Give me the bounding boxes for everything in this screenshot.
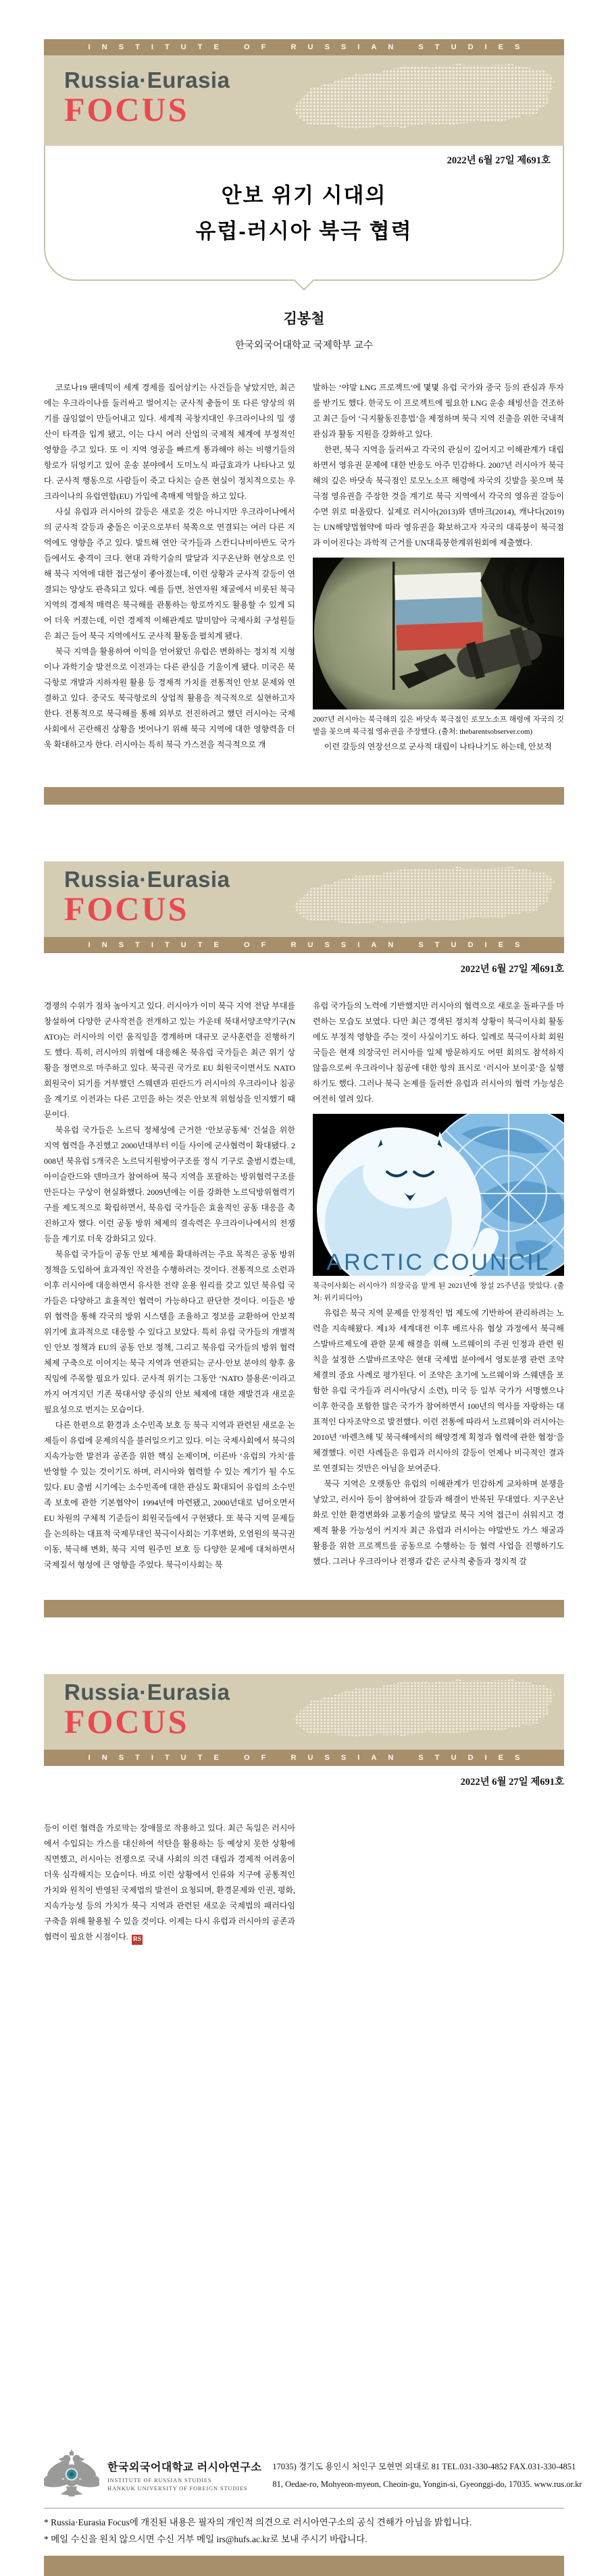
figure-caption: 2007년 러시아는 북극해의 깊은 바닷속 북극점인 로모노소프 해령에 자국의 깃발을 꽂으며 북극점 영유권을 주장했다. (출처: thebarentsobserver.com) [313,715,564,736]
masthead-band [44,861,564,937]
paragraph: 발하는 ‘야말 LNG 프로젝트’에 몇몇 유럽 국가와 중국 등의 관심과 투자를 받기도 했다. 한국도 이 프로젝트에 필요한 LNG 운송 쇄빙선을 건조하고 최근 들어 ‘극지활동진흥법’을 제정하며 북극 지역 진출을 위한 국내적 관심과 활동 지원을 강화하고 있다. [313,382,564,439]
organization-name-en [107,2476,261,2494]
page-footer-bar [44,1600,564,1617]
page2-column-right [313,998,564,1573]
page1-column-left [44,380,295,755]
address-kr: 17035) 경기도 용인시 처인구 모현면 외대로 81 TEL.031-330-4852 FAX.031-330-4851 [272,2462,576,2472]
title-line-1: 안보 위기 시대의 [221,184,387,207]
page-1 [0,0,608,805]
brand-russia-eurasia: Russia·Eurasia [64,866,230,892]
address-block [272,2458,582,2494]
organization-en-line2: HANKUK UNIVERSITY OF FOREIGN STUDIES [107,2485,248,2492]
issue-date: 2022년 6월 27일 제691호 [447,155,551,166]
paragraph: 한편, 북극 지역을 둘러싸고 각국의 관심이 깊어지고 이해관계가 대립하면서 영유권 문제에 대한 반응도 아주 민감하다. 2007년 러시아가 북극해의 깊은 바닷속 북극점인 로모노소프 해령에 자국의 깃발을 꽂으며 북극점 영유권을 주장한 것을 계기로 북극 지역에서 각국의 영유권 갈등이 수면 위로 떠올랐다. 실제로 러시아(2013)와 덴마크(2014), 캐나다(2019)는 UN해양법협약에 따라 영유권을 확보하고자 자국의 대륙붕이 북극점과 이어진다는 과학적 근거를 UN대륙붕한계위원회에 제출했다. [313,444,564,547]
institute-banner-text: INSTITUTE OF RUSSIAN STUDIES [88,1753,532,1762]
rs-end-mark-icon: RS [132,1935,143,1945]
brand-logo [64,1681,230,1738]
paragraph: 북유럽 국가들은 노르딕 정체성에 근거한 ‘안보공동체’ 건설을 위한 지역 협력을 추진했고 2000년대부터 이들 사이에 군사협력이 확대됐다. 2008년 북유럽 5개국은 노르딕지원방어구조를 정식 기구로 출범시켰는데, 아이슬란드와 덴마크가 참여하여 북극 지역을 포괄하는 방위협력구조를 만든다는 구상이 현실화했다. 2009년에는 이를 강화한 노르딕방위협력기구를 제도적으로 확립하면서, 북유럽 국가들은 효율적인 공동 대응을 촉진하고자 했다. 이런 공동 방위 체제의 결속력은 우크라이나에서의 전쟁 등을 계기로 더욱 강화되고 있다. [44,1125,295,1243]
page3-columns [44,1821,564,1945]
page1-columns [44,380,564,755]
bottom-bar [44,2556,564,2576]
arctic-council-logo [313,1114,564,1276]
brand-russia-eurasia: Russia·Eurasia [64,1679,230,1705]
disclaimer-note: * Russia·Eurasia Focus에 개진된 내용은 필자의 개인적 의견으로 러시아연구소의 공식 견해가 아님을 밝힙니다. [44,2517,472,2528]
address-en: 81, Oedae-ro, Mohyeon-myeon, Cheoin-gu, Yongin-si, Gyeonggi-do, 17035. www.rus.or.kr [272,2479,582,2490]
imprint-row [44,2450,582,2501]
institute-banner [44,1750,564,1766]
page3-column-left [44,1821,295,1945]
title-bubble [44,146,564,281]
brand-logo [64,69,230,126]
page1-column-right [313,380,564,755]
page2-column-left [44,998,295,1573]
footer-notes [44,2515,564,2548]
paragraph: 북극 지역을 활용하여 이익을 얻어왔던 유럽은 변화하는 정치적 지형이나 과학기술 발전으로 이전과는 다른 관심을 기울이게 됐다. 미국은 북극항로 개발과 지하자원 활용 등 경제적 가치를 전통적인 안보 문제와 연결하고 있다. 중국도 북극항로의 상업적 활용을 적극적으로 실현하고자 한다. 전통적으로 북극해를 통해 외부로 전진하려고 했던 러시아는 국제사회에서 곤란해진 상황을 벗어나기 위해 북극 지역에 대한 영향력을 더욱 확대하고자 한다. 러시아는 특히 북극 가스전을 적극적으로 개 [44,646,295,749]
page3-column-right [313,1821,564,1945]
unsubscribe-note: * 메일 수신을 원치 않으시면 수신 거부 메일 irs@hufs.ac.kr로 보내 주시기 바랍니다. [44,2533,368,2544]
imprint-footer [0,2450,608,2576]
article-title [45,178,563,250]
paragraph: 유럽은 북극 지역 문제를 안정적인 법 제도에 기반하여 관리하려는 노력을 지속해왔다. 제1차 세계대전 이후 베르사유 협상 과정에서 북극해 스발바르제도에 관한 문제 해결을 위해 노르웨이의 주권 인정과 관련 원칙을 설정한 스발바르조약은 현대 국제법 분야에서 영토분쟁 관련 조약 체결의 중요 사례로 평가된다. 이 조약은 초기에 노르웨이와 스웨덴을 포함한 유럽 국가들과 러시아(당시 소련), 미국 등 일부 국가가 서명했으나 이후 한국을 포함한 많은 국가가 참여하면서 100년의 역사를 자랑하는 대표적인 다자조약으로 발전했다. 이런 전통에 따라서 노르웨이와 러시아는 2010년 ‘바렌츠해 및 북극해에서의 해양경계 획정과 협력에 관한 협정’을 체결했다. 이런 사례들은 유럽과 러시아의 갈등이 언제나 비극적인 결과로 연결되는 것만은 아님을 보여준다. [313,1308,564,1474]
russia-dotted-map-icon [288,1675,559,1747]
paragraph: 이런 갈등의 연장선으로 군사적 대립이 나타나기도 하는데, 안보적 [324,741,552,751]
brand-focus: FOCUS [64,90,189,128]
figure-caption: 북극이사회는 러시아가 의장국을 맡게 된 2021년에 창설 25주년을 맞았다. (출처: 위키피디아) [313,1281,564,1303]
organization-en-line1: INSTITUTE OF RUSSIAN STUDIES [107,2476,212,2484]
brand-russia-eurasia: Russia·Eurasia [64,68,230,92]
paragraph [44,1821,295,1945]
paragraph: 북극 지역은 오랫동안 유럽의 이해관계가 민감하게 교차하며 분쟁을 낳았고, 러시아 등이 참여하여 갈등과 해결이 반복된 무대였다. 지구온난화로 인한 환경변화와 교통기술의 발달로 북극 지역 접근이 쉬워지고 경제적 활용 가능성이 커지자 최근 유럽과 러시아는 야말반도 가스 채굴과 활용을 위한 프로젝트를 공동으로 수행하는 등 협력 사업을 진행하기도 했다. 그러나 우크라이나 전쟁과 같은 군사적 충돌과 정치적 갈 [313,1479,564,1567]
russia-dotted-map-icon [288,59,559,140]
paragraph: 코로나19 팬데믹이 세계 경제를 집어삼키는 사건들을 낳았지만, 최근에는 우크라이나를 둘러싸고 벌어지는 군사적 충돌이 또 다른 양상의 위기를 끊임없이 만들어내고 있다. 세계적 곡창지대인 우크라이나의 밀 생산이 타격을 입게 됐고, 이는 다시 여러 산업의 국제적 체계에 부정적인 영향을 주고 있다. 또 이 지역 영공을 빠르게 통과해야 하는 비행기들의 항로가 뒤엉키고 있어 운송 분야에서 도미노식 파급효과가 나타나고 있다. 군사적 행동으로 사람들이 죽고 다치는 슬픈 현실이 정치적으로는 우크라이나의 유럽연합(EU) 가입에 촉매제 역할을 하고 있다. [44,382,295,501]
issue-date: 2022년 6월 27일 제691호 [460,1776,564,1788]
page-3 [0,1674,608,1945]
institute-banner-text: INSTITUTE OF RUSSIAN STUDIES [88,940,532,949]
brand-logo [64,866,230,928]
institute-banner [44,39,564,55]
page2-columns [44,998,564,1573]
issue-date: 2022년 6월 27일 제691호 [460,963,564,975]
institute-banner-text: INSTITUTE OF RUSSIAN STUDIES [88,43,532,51]
institute-banner [44,937,564,953]
paragraph: 북유럽 국가들이 공동 안보 체제를 확대하려는 주요 목적은 공동 방위 정책을 도입하여 효과적인 작전을 수행하려는 것이다. 전통적으로 소련과 이후 러시아에 대응하면서 유사한 전략 운용 원리를 갖고 있던 북유럽 국가들은 다양하고 효율적인 협력이 가능하다고 판단한 것이다. 이들은 방위 협력을 통해 각국의 방위 시스템을 조율하고 정보를 교환하여 안보적 위기에 효과적으로 대응할 수 있다고 보았다. 특히 유럽 국가들의 개별적인 안보 정책과 EU의 공동 안보 정책, 그리고 북유럽 국가들의 방위 협력 체제 구축으로 이어지는 북극 지역과 연관되는 군사·안보 분야의 향후 움직임에 주목할 필요가 있다. 군사적 위기는 그동안 ‘NATO 불용론’이라고까지 여겨지던 기존 북대서양 중심의 안보 체제에 대한 재발견과 새로운 필요성으로 번지는 모습이다. [44,1249,295,1414]
arctic-council-label: ARCTIC COUNCIL [326,1249,551,1275]
paragraph: 경쟁의 수위가 점차 높아지고 있다. 러시아가 이미 북극 지역 전담 부대를 창설하여 다양한 군사작전을 전개하고 있는 가운데 북대서양조약기구(NATO)는 러시아의 이런 움직임을 경계하며 대규모 군사훈련을 진행하기도 했다. 특히, 러시아의 위협에 대응해온 북유럽 국가들은 최근 위기 상황을 정면으로 마주하고 있다. 북극권 국가로 EU 회원국이면서도 NATO 회원국이 되기를 거부했던 스웨덴과 핀란드가 러시아의 우크라이나 침공을 계기로 이전과는 다른 고민을 하는 것은 안보적 위험성을 인지했기 때문이다. [44,1000,295,1119]
closing-text: 등이 이런 협력을 가로막는 장애물로 작용하고 있다. 최근 독일은 러시아에서 수입되는 가스를 대신하여 석탄을 활용하는 등 예상치 못한 상황에 직면했고, 러시아는 전쟁으로 국내 사회의 의견 대립과 경제적 어려움이 더욱 심각해지는 모습이다. 바로 이런 상황에서 인류와 지구에 공통적인 가치와 원칙이 반영된 국제법의 발전이 요청되며, 환경문제와 인권, 평화, 지속가능성 등의 가치가 북극 지역과 관련된 새로운 국제법의 패러다임 구축을 위해 활용될 수 있을 것이다. 이제는 다시 유럽과 러시아의 공존과 협력이 필요한 시점이다. [44,1823,295,1941]
author-affiliation: 한국외국어대학교 국제학부 교수 [234,340,374,351]
paragraph: 유럽 국가들의 노력에 기반했지만 러시아의 협력으로 새로운 돌파구를 마련하는 모습도 보였다. 다만 최근 경색된 정치적 상황이 북극이사회 활동에도 부정적 영향을 주는 것이 사실이기도 하다. 일례로 북극이사회 회원국들은 현재 의장국인 러시아를 일체 방문하지도 어떤 회의도 참석하지 않음으로써 우크라이나 침공에 대한 항의 표시로 ‘러시아 보이콧’을 실행하기도 했다. 그러나 북극 논제를 둘러싼 유럽과 러시아의 협력 가능성은 여전히 열려 있다. [313,1000,564,1104]
masthead-band [44,1674,564,1750]
page-2 [0,861,608,1617]
brand-focus: FOCUS [64,1702,189,1740]
title-line-2: 유럽-러시아 북극 협력 [195,219,413,244]
paragraph: 사실 유럽과 러시아의 갈등은 새로운 것은 아니지만 우크라이나에서의 군사적 갈등과 충돌은 이곳으로부터 북쪽으로 연결되는 여러 다른 지역에도 영향을 주고 있다. 발트해 연안 국가들과 스칸디나비아반도 국가들에서도 충격이 크다. 현대 과학기술의 발달과 지구온난화 현상으로 인해 북극 지역에 대한 접근성이 좋아졌는데, 이런 상황과 군사적 갈등이 연결되는 양상도 관측되고 있다. 예를 들면, 천연자원 채굴에서 비롯된 북극 지역의 경제적 매력은 북극해를 관통하는 항로까지도 활용할 수 있게 되어 더욱 커졌는데, 이런 경제적 이해관계로 말미암아 국제사회 구성원들은 최근 들어 북극 지역에서도 군사적 활동을 펼치게 됐다. [44,506,295,641]
author-block [44,308,564,352]
page-footer-bar [44,787,564,805]
russia-dotted-map-icon [288,863,559,934]
brand-focus: FOCUS [64,889,189,928]
author-name: 김봉철 [283,311,325,327]
organization-block [107,2459,261,2494]
figure-arctic-council [313,1114,564,1304]
figure-flag-planting [313,558,564,738]
paragraph: 다른 한편으로 환경과 소수민족 보호 등 북극 지역과 관련된 새로운 논제들이 유럽에 문제의식을 불러일으키고 있다. 이는 국제사회에서 북극의 지속가능한 발전과 공존을 위한 핵심 논제이며, 이른바 ‘유럽의 가치’를 반영할 수 있는 것이기도 하며, 러시아와 협력할 수 있는 계기가 될 수도 있다. EU 출범 시기에는 소수민족에 대한 관심도 확대되어 유럽의 소수민족 보호에 관한 기본협약이 1994년에 마련됐고, 2000년대로 넘어오면서 EU 차원의 구체적 기준들이 회원국들에서 구현됐다. 또 북극 지역 문제들을 논의하는 대표적 국제무대인 북극이사회는 기후변화, 오염원의 북극권 이동, 북극해 변화, 북극 지역 원주민 보호 등 다양한 문제에 대처하면서 국제질서 형성에 큰 영향을 주었다. 북극이사회는 북 [44,1420,295,1569]
organization-name-kr: 한국외국어대학교 러시아연구소 [107,2461,262,2473]
masthead-band [44,55,564,146]
eagle-emblem-icon [44,2450,99,2501]
flag-planting-photo [313,558,564,709]
